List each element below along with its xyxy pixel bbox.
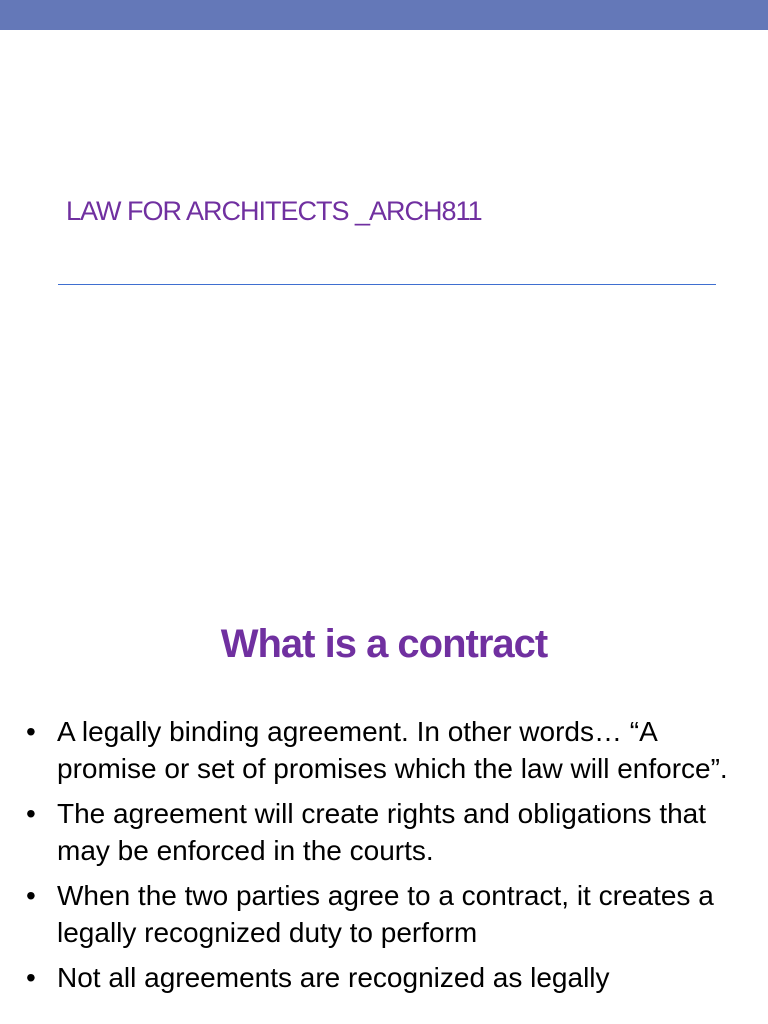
bullet-item xyxy=(26,959,746,996)
bullet-text: When the two parties agree to a contract, it creates a legally recognized duty to perform xyxy=(57,880,714,948)
bullet-icon: • xyxy=(26,798,36,829)
bullet-icon: • xyxy=(26,716,36,747)
bullet-text: The agreement will create rights and obligations that may be enforced in the courts. xyxy=(57,798,707,866)
course-title: LAW FOR ARCHITECTS _ARCH811 xyxy=(66,196,482,226)
bullet-item xyxy=(26,795,746,869)
bullet-icon: • xyxy=(26,962,36,993)
header-bar xyxy=(0,0,768,30)
bullet-text: Not all agreements are recognized as legally xyxy=(57,962,610,993)
bullet-icon: • xyxy=(26,880,36,911)
bullet-list xyxy=(26,713,746,1004)
bullet-item xyxy=(26,713,746,787)
slide-heading: What is a contract xyxy=(220,622,548,666)
bullet-text: A legally binding agreement. In other words… “A promise or set of promises which the law will enforce”. xyxy=(57,716,728,784)
bullet-item xyxy=(26,877,746,951)
title-underline-divider xyxy=(58,284,716,285)
